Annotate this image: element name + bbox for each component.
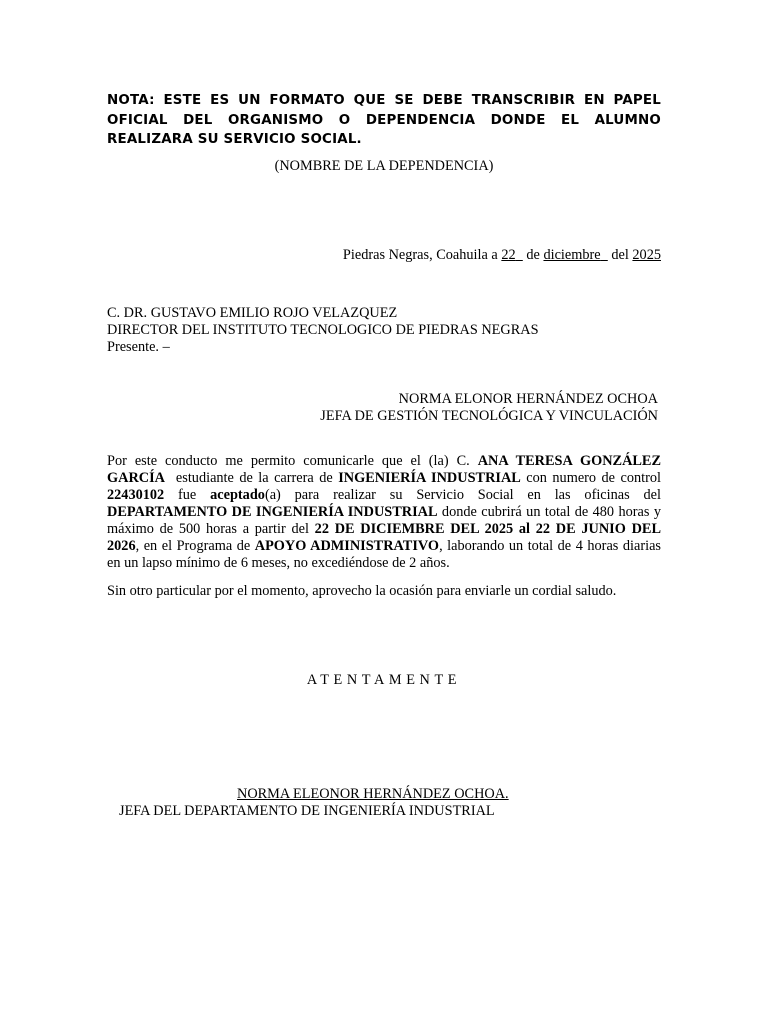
addressee-presente: Presente. – [107, 339, 170, 355]
accepted-word: aceptado [210, 487, 265, 503]
date-de: de [526, 247, 540, 263]
letter-body [107, 453, 661, 600]
body-paragraph: Por este conducto me permito comunicarle que el (la) C. ANA TERESA GONZÁLEZ GARCÍA estudiante de la carrera de INGENIERÍA INDUSTRIAL con numero de control 22430102 fue aceptado(a) para realizar su Servicio Social en las oficinas del DEPARTAMENTO DE INGENIERÍA INDUSTRIAL donde cubrirá un total de 480 horas y máximo de 500 horas a partir del 22 DE DICIEMBRE DEL 2025 al 22 DE JUNIO DEL 2026, en el Programa de APOYO ADMINISTRATIVO, laborando un total de 4 horas diarias en un lapso mínimo de 6 meses, no excediéndose de 2 años. [107, 453, 662, 571]
addressee-name: C. DR. GUSTAVO EMILIO ROJO VELAZQUEZ [107, 305, 398, 321]
service-period: 22 DE DICIEMBRE DEL 2025 al 22 DE JUNIO DEL 2026 [107, 521, 661, 554]
atentamente-heading: ATENTAMENTE [306, 672, 462, 688]
program-name: APOYO ADMINISTRATIVO [254, 538, 440, 554]
note-line-2: OFICIAL DEL ORGANISMO O DEPENDENCIA DONDE EL ALUMNO [107, 112, 661, 128]
date-prefix: Piedras Negras, Coahuila a [342, 247, 498, 263]
attention-name: NORMA ELONOR HERNÁNDEZ OCHOA [398, 391, 658, 407]
department-name: DEPARTAMENTO DE INGENIERÍA INDUSTRIAL [107, 504, 438, 520]
date-month: diciembre [543, 247, 601, 263]
signature-position: JEFA DEL DEPARTAMENTO DE INGENIERÍA INDUSTRIAL [119, 803, 495, 819]
closing-paragraph: Sin otro particular por el momento, aprovecho la ocasión para enviarle un cordial saludo. [107, 583, 617, 599]
note-line-1: NOTA: ESTE ES UN FORMATO QUE SE DEBE TRANSCRIBIR EN PAPEL [107, 93, 661, 108]
date-day: 22 [501, 247, 516, 263]
signature-name: NORMA ELEONOR HERNÁNDEZ OCHOA. [237, 786, 509, 802]
note-line-3: REALIZARA SU SERVICIO SOCIAL. [107, 132, 362, 147]
student-name: ANA TERESA GONZÁLEZ GARCÍA [107, 453, 662, 486]
attention-block [320, 391, 658, 425]
control-number: 22430102 [107, 487, 165, 503]
dependency-placeholder: (NOMBRE DE LA DEPENDENCIA) [274, 158, 494, 174]
date-year: 2025 [632, 247, 661, 263]
signature-block [0, 786, 768, 820]
date-line [343, 247, 661, 264]
addressee-block [107, 305, 539, 356]
career-name: INGENIERÍA INDUSTRIAL [338, 470, 521, 486]
addressee-position: DIRECTOR DEL INSTITUTO TECNOLOGICO DE PIEDRAS NEGRAS [107, 322, 539, 338]
format-note [107, 91, 661, 150]
attention-position: JEFA DE GESTIÓN TECNOLÓGICA Y VINCULACIÓN [320, 408, 658, 424]
date-del: del [611, 247, 629, 263]
